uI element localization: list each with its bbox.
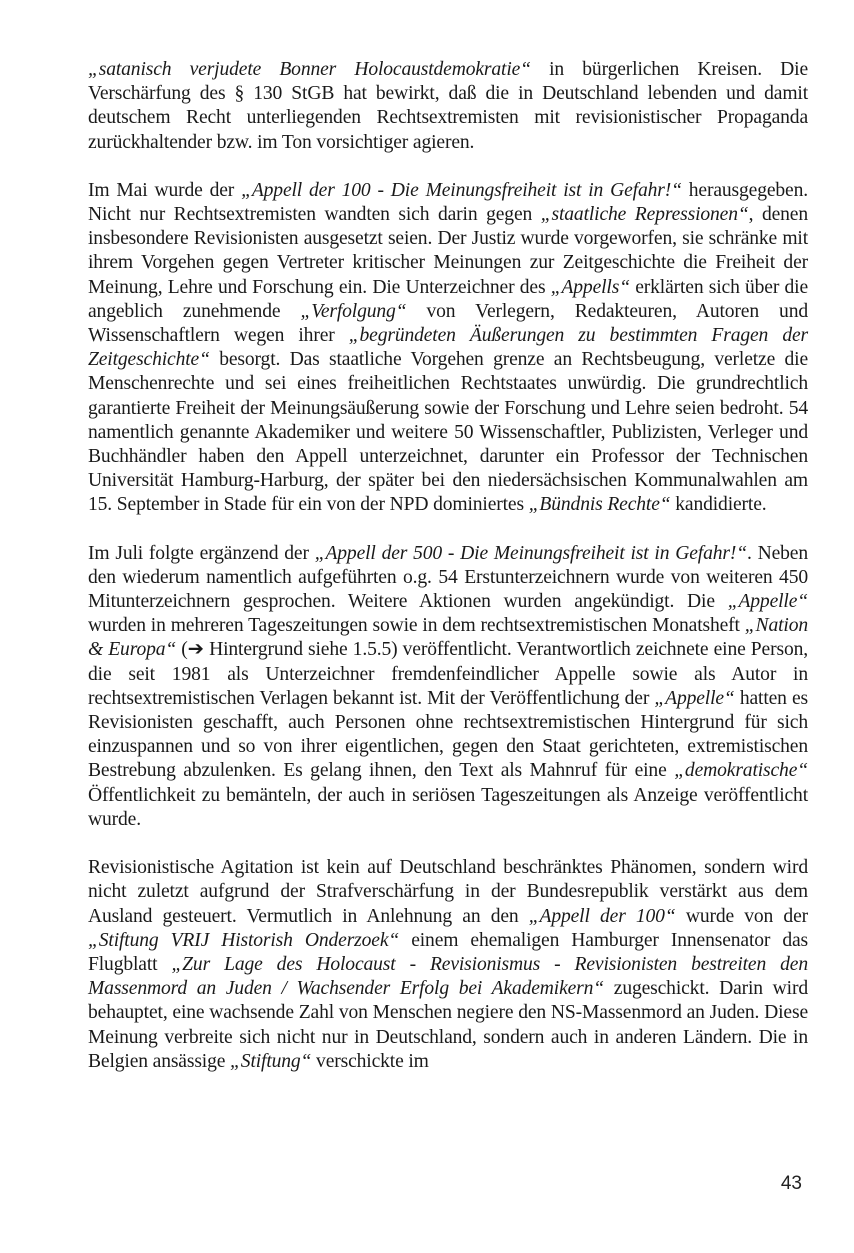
text-run: herausgegeben. Nicht nur Rechtsextremisten wandten sich darin gegen xyxy=(88,179,808,226)
quoted-title: „Nation & Europa“ xyxy=(88,615,808,661)
text-run: hatten es Revisionisten geschafft, auch Personen ohne rechtsextremistischen Hintergrund für sich einzuspannen und so von ihrer eigentlichen, gegen den Staat gerichteten, extremistischen Bestrebung abzulenken. Es gelang ihnen, den Text als Mahnruf für eine xyxy=(88,687,808,782)
text-run: Revisionistische Agitation ist kein auf Deutschland beschränktes Phänomen, sondern wird nicht zuletzt aufgrund der Strafverschärfung in der Bundesrepublik verstärkt aus dem Ausland gesteuert. Vermutlich in Anlehnung an den xyxy=(88,857,808,927)
text-run: einem ehemaligen Hamburger Innensenator das Flugblatt xyxy=(88,929,808,975)
paragraph xyxy=(88,856,808,1074)
text-run: Im Juli folgte ergänzend der xyxy=(88,542,315,564)
page-number: 43 xyxy=(780,1173,802,1194)
text-run: kandidierte. xyxy=(670,494,767,516)
quoted-title: „Bündnis Rechte“ xyxy=(528,494,671,516)
quoted-title: „Appell der 100“ xyxy=(528,905,676,927)
text-run: (➔ Hintergrund siehe 1.5.5) veröffentlicht. Verantwortlich zeichnete eine Person, die seit 1981 als Unterzeichner fremdenfeindlicher Appelle sowie als Autor in rechtsextremistischen Verlagen bekannt ist. Mit der Veröffentlichung der xyxy=(88,639,808,709)
text-run: erklärten sich über die angeblich zunehmende xyxy=(88,276,808,322)
quoted-title: „Zur Lage des Holocaust - Revisionismus - Revisionisten bestreiten den Massenmord an Juden / Wachsender Erfolg bei Akademikern“ xyxy=(88,953,808,1000)
quoted-title: „Appelle“ xyxy=(654,687,735,709)
text-run: zugeschickt. Darin wird behauptet, eine wachsende Zahl von Menschen negiere den NS-Massenmord an Juden. Diese Meinung verbreite sich nicht nur in Deutschland, sondern auch in anderen Ländern. Die in Belgien ansässige xyxy=(88,978,808,1072)
text-run: von Verlegern, Redakteuren, Autoren und Wissenschaftlern wegen ihrer xyxy=(88,300,808,347)
quoted-title: „Stiftung VRIJ Historish Onderzoek“ xyxy=(88,929,400,951)
quoted-title: „staatliche Repressionen“ xyxy=(540,204,749,226)
paragraph xyxy=(88,542,808,832)
quoted-title: „satanisch verjudete Bonner Holocaustdemokratie“ xyxy=(88,59,531,80)
text-run: Im Mai wurde der xyxy=(88,179,242,201)
quoted-title: „Stiftung“ xyxy=(230,1050,312,1072)
text-run: , denen insbesondere Revisionisten ausgesetzt seien. Der Justiz wurde vorgeworfen, sie schränke mit ihrem Vorgehen gegen Vertreter kritischer Meinungen zur Zeitgeschichte die Freiheit der Meinung, Lehre und Forschung ein. Die Unterzeichner des xyxy=(88,204,809,298)
body-text xyxy=(88,58,808,1074)
text-run: Öffentlichkeit zu bemänteln, der auch in seriösen Tageszeitungen als Anzeige veröffentlicht wurde. xyxy=(88,784,808,830)
paragraph xyxy=(88,179,808,518)
quoted-title: „demokratische“ xyxy=(674,760,808,782)
paragraph xyxy=(88,58,808,155)
text-run: besorgt. Das staatliche Vorgehen grenze an Rechtsbeugung, verletze die Menschenrechte und sei eines freiheitlichen Rechtstaates unwürdig. Die grundrechtlich garantierte Freiheit der Meinungsäußerung sowie der Forschung und Lehre seien bedroht. 54 namentlich genannte Akademiker und weitere 50 Wissenschaftler, Publizisten, Verleger und Buchhändler haben den Appell unterzeichnet, darunter ein Professor der Technischen Universität Hamburg-Harburg, der später bei den niedersächsischen Kommunalwahlen am 15. September in Stade für ein von der NPD dominiertes xyxy=(88,349,808,516)
text-run: verschickte im xyxy=(311,1050,429,1072)
text-run: . Neben den wiederum namentlich aufgeführten o.g. 54 Erstunterzeichnern wurde von weiteren 450 Mitunterzeichnern gesprochen. Weitere Aktionen wurden angekündigt. Die xyxy=(88,542,808,613)
text-run: in bürgerlichen Kreisen. Die Verschärfung des § 130 StGB hat bewirkt, daß die in Deutschland lebenden und damit deutschem Recht unterliegenden Rechtsextremisten mit revisionistischer Propaganda zurückhaltender bzw. im Ton vorsichtiger agieren. xyxy=(88,59,809,153)
quoted-title: „Appell der 500 - Die Meinungsfreiheit ist in Gefahr!“ xyxy=(314,542,747,564)
quoted-title: „Verfolgung“ xyxy=(300,300,407,322)
quoted-title: „Appell der 100 - Die Meinungsfreiheit ist in Gefahr!“ xyxy=(241,179,682,201)
text-run: wurde von der xyxy=(675,905,808,927)
quoted-title: „Appells“ xyxy=(550,276,630,298)
text-run: wurden in mehreren Tageszeitungen sowie in dem rechtsextremistischen Monatsheft xyxy=(88,615,745,637)
quoted-title: „Appelle“ xyxy=(727,591,808,613)
quoted-title: „begründeten Äußerungen zu bestimmten Fragen der Zeitgeschichte“ xyxy=(88,325,808,371)
